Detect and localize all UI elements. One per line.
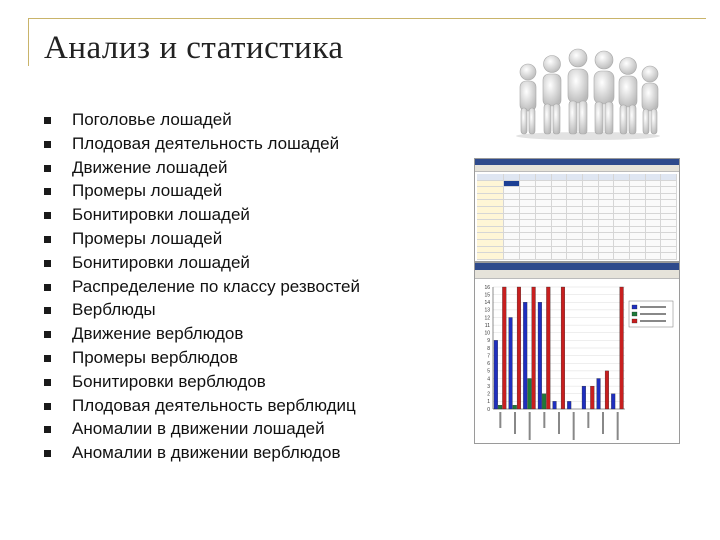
table-cell (614, 194, 630, 201)
list-item-label: Промеры лошадей (72, 228, 223, 248)
table-cell (567, 227, 583, 234)
table-cell (630, 240, 646, 247)
table-cell (504, 247, 520, 254)
table-cell (599, 200, 615, 207)
table-cell (536, 227, 552, 234)
window-toolbar (475, 165, 679, 172)
table-cell (661, 214, 677, 221)
y-tick-label: 13 (484, 307, 490, 314)
table-cell (477, 200, 504, 207)
table-cell (630, 227, 646, 234)
table-cell (661, 200, 677, 207)
list-item (44, 251, 360, 275)
table-cell (567, 207, 583, 214)
table-cell (646, 194, 662, 201)
table-cell (599, 187, 615, 194)
table-cell (477, 207, 504, 214)
table-row (477, 200, 677, 207)
y-tick-label: 1 (487, 399, 490, 406)
table-cell (520, 207, 536, 214)
table-cell (536, 240, 552, 247)
x-category-label-mark (573, 412, 575, 440)
table-cell (646, 174, 662, 181)
y-tick-label: 0 (487, 406, 490, 413)
table-cell (614, 247, 630, 254)
x-category-label-mark (529, 412, 531, 440)
table-cell (536, 174, 552, 181)
table-cell (630, 247, 646, 254)
bar-mark (509, 318, 513, 410)
table-cell (504, 227, 520, 234)
list-item (44, 227, 360, 251)
legend-entry-mark (640, 320, 666, 322)
legend-entry-mark (640, 306, 666, 308)
table-cell (630, 174, 646, 181)
table-cell (536, 253, 552, 260)
table-row (477, 227, 677, 234)
table-cell (646, 247, 662, 254)
table-cell (504, 187, 520, 194)
table-cell (552, 220, 568, 227)
list-item-label: Поголовье лошадей (72, 110, 232, 129)
bar-mark (538, 302, 542, 409)
bar-mark (553, 401, 557, 409)
table-cell (552, 247, 568, 254)
bar-mark (523, 302, 527, 409)
legend-swatch (632, 305, 637, 309)
list-item (44, 179, 360, 203)
table-cell (614, 220, 630, 227)
table-cell (567, 174, 583, 181)
y-tick-label: 15 (484, 292, 490, 299)
table-cell (504, 233, 520, 240)
bar-mark (532, 287, 536, 409)
list-item (44, 203, 360, 227)
table-cell (536, 220, 552, 227)
list-item-label: Распределение по классу резвостей (72, 276, 360, 296)
list-item-label: Верблюды (72, 300, 156, 320)
table-cell (536, 233, 552, 240)
bar-mark (498, 405, 502, 409)
table-cell (599, 174, 615, 181)
list-item (44, 322, 360, 346)
table-cell (630, 200, 646, 207)
table-cell (536, 194, 552, 201)
table-cell (646, 200, 662, 207)
y-tick-label: 9 (487, 338, 490, 345)
bullet-list (44, 108, 360, 465)
table-cell (661, 220, 677, 227)
bar-mark (611, 394, 615, 409)
person-figure-1 (520, 64, 536, 134)
table-cell (477, 181, 504, 188)
table-cell (567, 253, 583, 260)
y-tick-label: 10 (484, 330, 490, 337)
table-cell (599, 181, 615, 188)
table-cell (646, 187, 662, 194)
table-grid (475, 172, 679, 262)
table-cell (614, 240, 630, 247)
table-cell (536, 247, 552, 254)
bar-mark (590, 386, 594, 409)
table-cell (567, 240, 583, 247)
table-cell (646, 253, 662, 260)
square-bullet-icon (44, 355, 51, 362)
bar-mark (620, 287, 624, 409)
table-cell (504, 220, 520, 227)
table-row (477, 194, 677, 201)
table-row (477, 207, 677, 214)
table-cell (520, 200, 536, 207)
table-cell (504, 214, 520, 221)
table-cell (552, 214, 568, 221)
table-cell (504, 207, 520, 214)
x-category-label-mark (558, 412, 560, 434)
window-titlebar (475, 263, 679, 270)
table-row (477, 174, 677, 181)
table-cell (477, 187, 504, 194)
person-figure-6 (642, 66, 658, 134)
table-cell (583, 194, 599, 201)
table-cell (599, 207, 615, 214)
table-cell (477, 240, 504, 247)
table-cell (583, 240, 599, 247)
bar-mark (582, 386, 586, 409)
table-screenshot-thumbnail (474, 158, 680, 262)
table-cell (477, 174, 504, 181)
table-cell (646, 207, 662, 214)
table-cell (661, 227, 677, 234)
table-cell (477, 227, 504, 234)
table-cell (536, 187, 552, 194)
table-cell (504, 174, 520, 181)
bar-mark (567, 401, 571, 409)
table-cell (504, 253, 520, 260)
table-cell (567, 181, 583, 188)
table-cell (599, 233, 615, 240)
x-category-label-mark (514, 412, 516, 434)
table-cell (599, 247, 615, 254)
people-group-illustration (512, 44, 664, 140)
y-tick-label: 3 (487, 383, 490, 390)
table-cell (599, 220, 615, 227)
square-bullet-icon (44, 426, 51, 433)
table-cell (630, 194, 646, 201)
list-item-label: Бонитировки лошадей (72, 252, 250, 272)
table-cell (599, 214, 615, 221)
table-cell (646, 240, 662, 247)
table-cell (630, 233, 646, 240)
table-cell (646, 220, 662, 227)
square-bullet-icon (44, 236, 51, 243)
square-bullet-icon (44, 117, 51, 124)
list-item-label: Движение лошадей (72, 157, 228, 177)
square-bullet-icon (44, 284, 51, 291)
table-cell (646, 233, 662, 240)
person-figure-4 (594, 51, 614, 134)
table-cell (661, 187, 677, 194)
legend-swatch (632, 319, 637, 323)
table-row (477, 214, 677, 221)
table-cell (536, 200, 552, 207)
table-cell (583, 207, 599, 214)
table-cell (661, 207, 677, 214)
table-cell (661, 181, 677, 188)
table-cell (614, 233, 630, 240)
table-cell (614, 253, 630, 260)
list-item (44, 394, 360, 418)
list-item-label: Бонитировки лошадей (72, 205, 250, 225)
table-row (477, 253, 677, 260)
table-cell (552, 194, 568, 201)
table-cell (614, 214, 630, 221)
table-cell (567, 247, 583, 254)
table-cell (567, 233, 583, 240)
slide-title: Анализ и статистика (44, 30, 344, 66)
table-cell (630, 187, 646, 194)
list-item (44, 108, 360, 132)
list-item-label: Движение верблюдов (72, 324, 244, 344)
table-cell (520, 181, 536, 188)
table-cell (583, 200, 599, 207)
table-cell (583, 181, 599, 188)
table-cell (661, 253, 677, 260)
table-row (477, 187, 677, 194)
table-cell (536, 207, 552, 214)
table-cell (599, 194, 615, 201)
square-bullet-icon (44, 307, 51, 314)
table-cell (477, 253, 504, 260)
table-cell (520, 220, 536, 227)
table-cell (520, 227, 536, 234)
bar-mark (494, 340, 498, 409)
table-cell (661, 194, 677, 201)
table-cell (646, 227, 662, 234)
table-cell (552, 187, 568, 194)
table-cell (614, 227, 630, 234)
table-cell (661, 233, 677, 240)
table-cell (661, 174, 677, 181)
bar-mark (605, 371, 609, 409)
table-cell (504, 181, 520, 188)
square-bullet-icon (44, 212, 51, 219)
table-cell (583, 214, 599, 221)
list-item (44, 298, 360, 322)
person-figure-5 (619, 58, 637, 135)
table-row (477, 240, 677, 247)
table-cell (567, 214, 583, 221)
table-cell (567, 220, 583, 227)
table-cell (614, 187, 630, 194)
table-cell (552, 240, 568, 247)
square-bullet-icon (44, 403, 51, 410)
square-bullet-icon (44, 141, 51, 148)
table-cell (552, 253, 568, 260)
y-tick-label: 2 (487, 391, 490, 398)
table-cell (520, 187, 536, 194)
square-bullet-icon (44, 260, 51, 267)
list-item (44, 441, 360, 465)
table-cell (661, 247, 677, 254)
table-cell (520, 253, 536, 260)
y-tick-label: 7 (487, 353, 490, 360)
list-item (44, 132, 360, 156)
table-row (477, 220, 677, 227)
square-bullet-icon (44, 379, 51, 386)
person-figure-3 (568, 49, 588, 134)
table-row (477, 247, 677, 254)
table-cell (504, 240, 520, 247)
y-tick-label: 16 (484, 284, 490, 291)
table-cell (520, 247, 536, 254)
table-cell (477, 247, 504, 254)
y-tick-label: 5 (487, 368, 490, 375)
table-cell (504, 200, 520, 207)
y-tick-label: 12 (484, 315, 490, 322)
legend-swatch (632, 312, 637, 316)
bar-mark (513, 405, 517, 409)
list-item-label: Промеры верблюдов (72, 347, 239, 367)
y-tick-label: 14 (484, 300, 490, 307)
table-cell (630, 253, 646, 260)
bar-mark (517, 287, 521, 409)
list-item-label: Аномалии в движении лошадей (72, 419, 325, 439)
table-cell (583, 187, 599, 194)
list-item-label: Бонитировки верблюдов (72, 371, 266, 391)
list-item-label: Плодовая деятельность лошадей (72, 133, 340, 153)
table-cell (630, 214, 646, 221)
bar-chart (475, 279, 679, 443)
square-bullet-icon (44, 165, 51, 172)
table-cell (520, 174, 536, 181)
y-tick-label: 4 (487, 376, 490, 383)
table-cell (614, 174, 630, 181)
table-cell (583, 253, 599, 260)
table-cell (614, 200, 630, 207)
x-category-label-mark (617, 412, 619, 440)
table-cell (583, 220, 599, 227)
square-bullet-icon (44, 188, 51, 195)
table-cell (477, 214, 504, 221)
table-cell (536, 181, 552, 188)
table-cell (552, 233, 568, 240)
bar-mark (542, 394, 546, 409)
table-cell (614, 207, 630, 214)
table-row (477, 233, 677, 240)
table-cell (599, 240, 615, 247)
table-cell (552, 227, 568, 234)
table-cell (583, 227, 599, 234)
list-item (44, 156, 360, 180)
table-cell (583, 233, 599, 240)
table-cell (583, 174, 599, 181)
table-cell (477, 220, 504, 227)
legend-entry-mark (640, 313, 666, 315)
table-cell (646, 181, 662, 188)
list-item-label: Промеры лошадей (72, 181, 223, 201)
table-cell (661, 240, 677, 247)
chart-screenshot-thumbnail (474, 262, 680, 444)
list-item (44, 275, 360, 299)
person-figure-2 (543, 56, 561, 135)
table-cell (520, 233, 536, 240)
table-cell (536, 214, 552, 221)
square-bullet-icon (44, 450, 51, 457)
table-cell (567, 200, 583, 207)
table-cell (552, 181, 568, 188)
table-cell (583, 247, 599, 254)
y-tick-label: 8 (487, 345, 490, 352)
y-tick-label: 6 (487, 361, 490, 368)
table-cell (630, 220, 646, 227)
table-cell (477, 233, 504, 240)
table-cell (504, 194, 520, 201)
y-tick-label: 11 (484, 322, 490, 329)
list-item (44, 370, 360, 394)
list-item (44, 346, 360, 370)
bar-mark (561, 287, 565, 409)
x-category-label-mark (499, 412, 501, 428)
title-frame-left-rule (28, 18, 29, 66)
table-cell (477, 194, 504, 201)
x-category-label-mark (587, 412, 589, 428)
bar-mark (502, 287, 506, 409)
table-cell (646, 214, 662, 221)
table-cell (614, 181, 630, 188)
square-bullet-icon (44, 331, 51, 338)
table-cell (599, 253, 615, 260)
table-cell (599, 227, 615, 234)
table-cell (567, 194, 583, 201)
list-item-label: Аномалии в движении верблюдов (72, 443, 341, 463)
table-cell (567, 187, 583, 194)
table-cell (552, 174, 568, 181)
window-toolbar (475, 270, 679, 279)
x-category-label-mark (602, 412, 604, 434)
table-cell (520, 194, 536, 201)
table-cell (520, 214, 536, 221)
list-item-label: Плодовая деятельность верблюдиц (72, 395, 356, 415)
list-item (44, 417, 360, 441)
bar-mark (597, 379, 601, 410)
table-cell (630, 181, 646, 188)
table-cell (630, 207, 646, 214)
table-cell (520, 240, 536, 247)
bar-mark (546, 287, 550, 409)
table-row (477, 181, 677, 188)
table-cell (552, 207, 568, 214)
x-category-label-mark (543, 412, 545, 428)
bar-mark (528, 379, 532, 410)
table-cell (552, 200, 568, 207)
